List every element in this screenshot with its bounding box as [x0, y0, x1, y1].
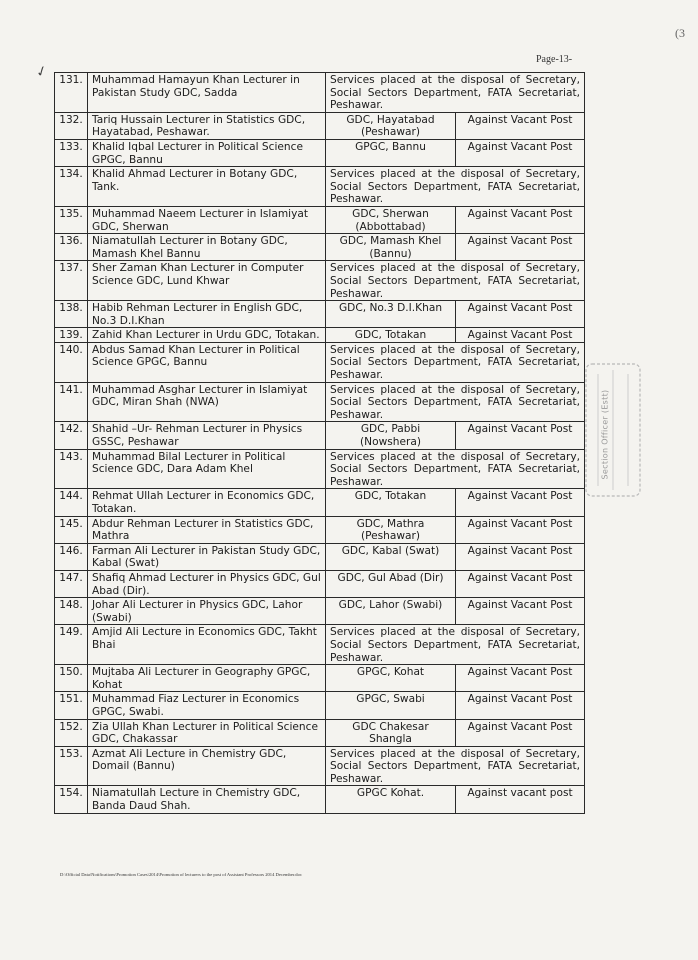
posting-place: GDC, Mathra (Peshawar)	[326, 516, 456, 543]
posting-remarks: Against Vacant Post	[456, 328, 585, 343]
serial-number: 153.	[55, 746, 88, 786]
table-row	[55, 719, 585, 746]
serial-number: 148.	[55, 598, 88, 625]
services-placement: Services placed at the disposal of Secretary, Social Sectors Department, FATA Secretariat, Peshawar.	[326, 73, 585, 113]
services-placement: Services placed at the disposal of Secretary, Social Sectors Department, FATA Secretariat, Peshawar.	[326, 342, 585, 382]
posting-remarks: Against vacant post	[456, 786, 585, 813]
lecturer-name: Habib Rehman Lecturer in English GDC, No.3 D.I.Khan	[88, 301, 326, 328]
serial-number: 142.	[55, 422, 88, 449]
posting-remarks: Against Vacant Post	[456, 489, 585, 516]
serial-number: 145.	[55, 516, 88, 543]
serial-number: 133.	[55, 139, 88, 166]
table-row	[55, 73, 585, 113]
lecturer-name: Tariq Hussain Lecturer in Statistics GDC, Hayatabad, Peshawar.	[88, 112, 326, 139]
serial-number: 137.	[55, 261, 88, 301]
serial-number: 144.	[55, 489, 88, 516]
posting-remarks: Against Vacant Post	[456, 516, 585, 543]
serial-number: 134.	[55, 167, 88, 207]
lecturer-name: Johar Ali Lecturer in Physics GDC, Lahor (Swabi)	[88, 598, 326, 625]
serial-number: 141.	[55, 382, 88, 422]
posting-place: GDC, Hayatabad (Peshawar)	[326, 112, 456, 139]
serial-number: 136.	[55, 234, 88, 261]
posting-place: GDC, Totakan	[326, 328, 456, 343]
table-row	[55, 382, 585, 422]
posting-remarks: Against Vacant Post	[456, 206, 585, 233]
lecturer-name: Amjid Ali Lecture in Economics GDC, Takht Bhai	[88, 625, 326, 665]
serial-number: 135.	[55, 206, 88, 233]
table-row	[55, 598, 585, 625]
posting-remarks: Against Vacant Post	[456, 598, 585, 625]
lecturer-name: Zahid Khan Lecturer in Urdu GDC, Totakan.	[88, 328, 326, 343]
table-row	[55, 328, 585, 343]
posting-place: GDC, Sherwan (Abbottabad)	[326, 206, 456, 233]
posting-remarks: Against Vacant Post	[456, 234, 585, 261]
services-placement: Services placed at the disposal of Secretary, Social Sectors Department, FATA Secretariat, Peshawar.	[326, 625, 585, 665]
serial-number: 154.	[55, 786, 88, 813]
serial-number: 147.	[55, 570, 88, 597]
posting-place: GPGC, Swabi	[326, 692, 456, 719]
lecturer-name: Niamatullah Lecture in Chemistry GDC, Banda Daud Shah.	[88, 786, 326, 813]
posting-place: GDC, No.3 D.I.Khan	[326, 301, 456, 328]
lecturer-name: Abdur Rehman Lecturer in Statistics GDC, Mathra	[88, 516, 326, 543]
serial-number: 146.	[55, 543, 88, 570]
serial-number: 132.	[55, 112, 88, 139]
table-row	[55, 786, 585, 813]
lecturer-name: Shahid –Ur- Rehman Lecturer in Physics GSSC, Peshawar	[88, 422, 326, 449]
posting-remarks: Against Vacant Post	[456, 301, 585, 328]
posting-remarks: Against Vacant Post	[456, 692, 585, 719]
posting-place: GPGC Kohat.	[326, 786, 456, 813]
lecturer-name: Muhammad Hamayun Khan Lecturer in Pakistan Study GDC, Sadda	[88, 73, 326, 113]
serial-number: 143.	[55, 449, 88, 489]
lecturer-name: Abdus Samad Khan Lecturer in Political Science GPGC, Bannu	[88, 342, 326, 382]
serial-number: 138.	[55, 301, 88, 328]
posting-place: GPGC, Bannu	[326, 139, 456, 166]
table-row	[55, 489, 585, 516]
lecturer-name: Khalid Ahmad Lecturer in Botany GDC, Tank.	[88, 167, 326, 207]
services-placement: Services placed at the disposal of Secretary, Social Sectors Department, FATA Secretariat, Peshawar.	[326, 261, 585, 301]
serial-number: 151.	[55, 692, 88, 719]
table-row	[55, 342, 585, 382]
lecturer-name: Muhammad Bilal Lecturer in Political Science GDC, Dara Adam Khel	[88, 449, 326, 489]
lecturer-name: Muhammad Asghar Lecturer in Islamiyat GDC, Miran Shah (NWA)	[88, 382, 326, 422]
table-row	[55, 206, 585, 233]
table-row	[55, 234, 585, 261]
serial-number: 152.	[55, 719, 88, 746]
lecturer-name: Sher Zaman Khan Lecturer in Computer Science GDC, Lund Khwar	[88, 261, 326, 301]
lecturer-name: Muhammad Fiaz Lecturer in Economics GPGC, Swabi.	[88, 692, 326, 719]
table-row	[55, 422, 585, 449]
table-row	[55, 570, 585, 597]
table-row	[55, 746, 585, 786]
table-row	[55, 167, 585, 207]
posting-remarks: Against Vacant Post	[456, 570, 585, 597]
table-row	[55, 665, 585, 692]
lecturer-name: Rehmat Ullah Lecturer in Economics GDC, Totakan.	[88, 489, 326, 516]
lecturer-name: Mujtaba Ali Lecturer in Geography GPGC, Kohat	[88, 665, 326, 692]
posting-place: GDC, Gul Abad (Dir)	[326, 570, 456, 597]
stamp-text: Section Officer (Estt)	[600, 389, 610, 480]
page-number: Page-13-	[536, 54, 573, 65]
lecturer-name: Zia Ullah Khan Lecturer in Political Science GDC, Chakassar	[88, 719, 326, 746]
posting-remarks: Against Vacant Post	[456, 112, 585, 139]
lecturer-name: Khalid Iqbal Lecturer in Political Science GPGC, Bannu	[88, 139, 326, 166]
posting-remarks: Against Vacant Post	[456, 543, 585, 570]
posting-place: GDC Chakesar Shangla	[326, 719, 456, 746]
posting-place: GDC, Kabal (Swat)	[326, 543, 456, 570]
services-placement: Services placed at the disposal of Secretary, Social Sectors Department, FATA Secretariat, Peshawar.	[326, 167, 585, 207]
posting-remarks: Against Vacant Post	[456, 139, 585, 166]
table-row	[55, 139, 585, 166]
serial-number: 140.	[55, 342, 88, 382]
table-row	[55, 543, 585, 570]
table-row	[55, 625, 585, 665]
lecturer-name: Muhammad Naeem Lecturer in Islamiyat GDC, Sherwan	[88, 206, 326, 233]
lecturer-name: Azmat Ali Lecture in Chemistry GDC, Domail (Bannu)	[88, 746, 326, 786]
table-row	[55, 301, 585, 328]
table-row	[55, 112, 585, 139]
corner-mark: (3	[675, 26, 685, 40]
serial-number: 150.	[55, 665, 88, 692]
services-placement: Services placed at the disposal of Secretary, Social Sectors Department, FATA Secretariat, Peshawar.	[326, 449, 585, 489]
lecturer-name: Farman Ali Lecturer in Pakistan Study GDC, Kabal (Swat)	[88, 543, 326, 570]
posting-place: GDC, Lahor (Swabi)	[326, 598, 456, 625]
table-row	[55, 449, 585, 489]
office-stamp	[578, 360, 648, 500]
serial-number: 139.	[55, 328, 88, 343]
posting-remarks: Against Vacant Post	[456, 422, 585, 449]
posting-place: GPGC, Kohat	[326, 665, 456, 692]
file-path-footer: D:\Official Data\Notifications\Promotion Cases\2014\Promotion of lecturers to the post of Assistant Professors 2014 December.doc	[60, 872, 302, 877]
table-row	[55, 516, 585, 543]
services-placement: Services placed at the disposal of Secretary, Social Sectors Department, FATA Secretariat, Peshawar.	[326, 746, 585, 786]
table-row	[55, 692, 585, 719]
services-placement: Services placed at the disposal of Secretary, Social Sectors Department, FATA Secretariat, Peshawar.	[326, 382, 585, 422]
serial-number: 131.	[55, 73, 88, 113]
lecturer-name: Shafiq Ahmad Lecturer in Physics GDC, Gul Abad (Dir).	[88, 570, 326, 597]
promotion-table-body	[55, 73, 585, 814]
table-row	[55, 261, 585, 301]
posting-place: GDC, Mamash Khel (Bannu)	[326, 234, 456, 261]
serial-number: 149.	[55, 625, 88, 665]
lecturer-name: Niamatullah Lecturer in Botany GDC, Mamash Khel Bannu	[88, 234, 326, 261]
posting-remarks: Against Vacant Post	[456, 665, 585, 692]
tick-mark: ✓	[33, 62, 51, 82]
posting-place: GDC, Pabbi (Nowshera)	[326, 422, 456, 449]
posting-remarks: Against Vacant Post	[456, 719, 585, 746]
posting-place: GDC, Totakan	[326, 489, 456, 516]
promotion-table	[54, 72, 585, 814]
